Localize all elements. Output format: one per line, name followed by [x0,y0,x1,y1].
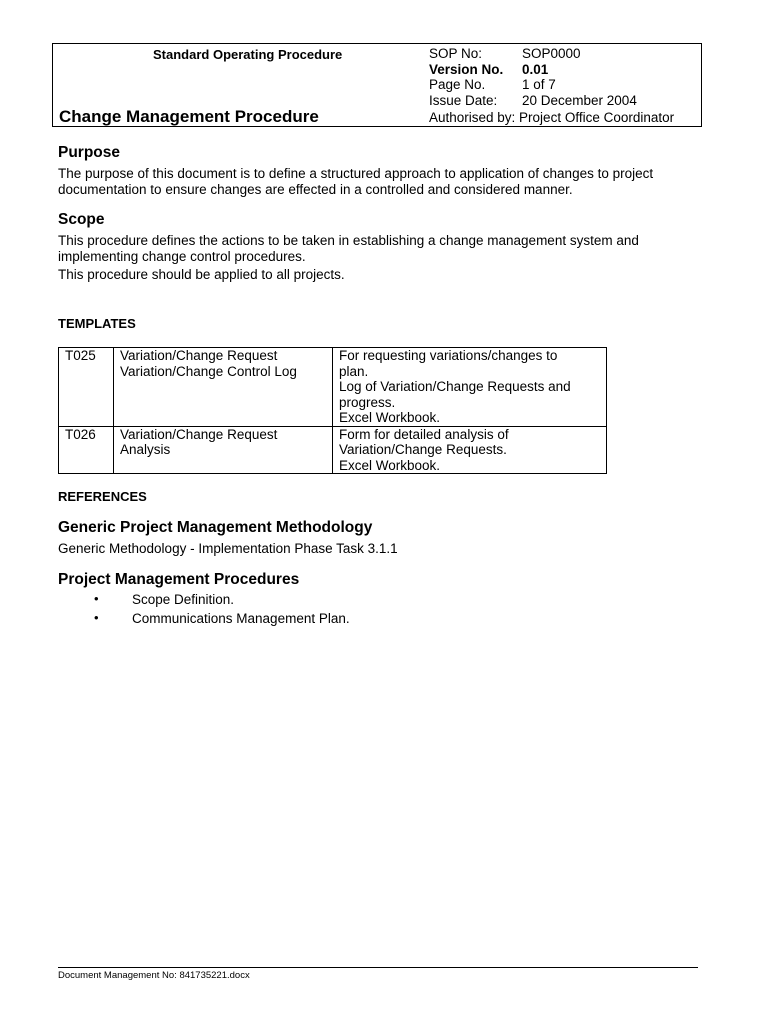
template-description [333,348,607,427]
scope-text-2: This procedure should be applied to all projects. [58,267,345,282]
description-line: Log of Variation/Change Requests and [339,379,571,394]
description-line: Variation/Change Requests. [339,442,507,457]
table-row [59,426,607,474]
authorised-by: Authorised by: Project Office Coordinator [429,110,675,125]
scope-line: implementing change control procedures. [58,248,306,264]
purpose-line: documentation to ensure changes are effected in a controlled and considered manner. [58,181,573,197]
scope-heading: Scope [58,211,105,228]
meta-value: 20 December 2004 [522,92,637,108]
template-code [59,348,114,427]
description-line: Excel Workbook. [339,410,441,425]
template-name: Variation/Change Request [120,426,278,442]
description-line: progress. [339,394,396,410]
methodology-heading: Generic Project Management Methodology [58,519,373,536]
document-title: Change Management Procedure [59,107,319,126]
template-names [114,348,333,427]
template-code-text: T025 [65,348,96,363]
template-code [59,426,114,474]
bullet-icon: • [94,591,99,606]
purpose-heading: Purpose [58,144,121,161]
meta-value: SOP0000 [522,46,581,61]
meta-key: Version No. [429,61,504,77]
list-item-text: Scope Definition. [132,592,235,607]
bullet-icon: • [94,610,99,625]
footer-text: Document Management No: 841735221.docx [58,970,250,981]
meta-value: 0.01 [522,61,549,77]
scope-text [58,233,708,264]
template-description [333,426,607,474]
list-item-text: Communications Management Plan. [132,611,350,626]
description-line: plan. [339,363,369,379]
purpose-text [58,166,708,197]
sop-title: Standard Operating Procedure [153,47,343,62]
description-line: Excel Workbook. [339,457,441,473]
references-heading: REFERENCES [58,489,147,504]
meta-key: Page No. [429,77,486,92]
description-line: For requesting variations/changes to [339,348,558,363]
table-row [59,348,607,427]
header-box [52,43,702,127]
methodology-text: Generic Methodology - Implementation Phase Task 3.1.1 [58,541,398,556]
purpose-line: The purpose of this document is to define a structured approach to application of changes to project [58,166,654,181]
template-name: Variation/Change Request [120,348,278,363]
templates-table [58,347,607,474]
template-code-text: T026 [65,426,96,442]
footer-divider [58,967,698,968]
template-names [114,426,333,474]
templates-heading: TEMPLATES [58,316,136,331]
meta-key: Issue Date: [429,92,498,108]
template-name: Variation/Change Control Log [120,363,297,379]
scope-line: This procedure defines the actions to be taken in establishing a change management system and [58,233,639,248]
procedures-heading: Project Management Procedures [58,571,300,588]
template-name: Analysis [120,442,171,457]
meta-key: SOP No: [429,46,483,61]
description-line: Form for detailed analysis of [339,426,509,442]
meta-value: 1 of 7 [522,77,556,92]
